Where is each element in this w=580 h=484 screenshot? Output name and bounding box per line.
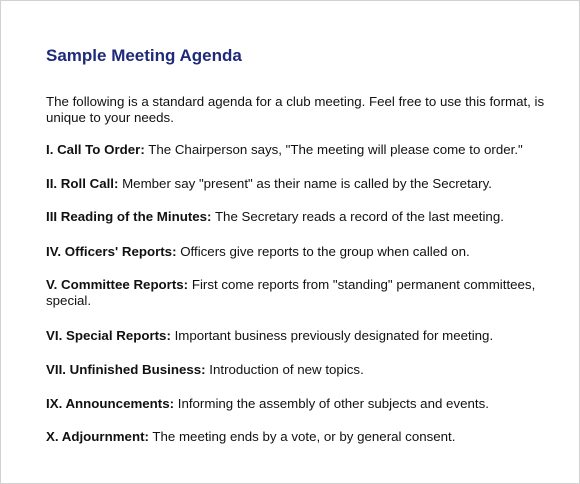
agenda-item-text: Informing the assembly of other subjects and events. <box>174 396 489 411</box>
agenda-item-term: III Reading of the Minutes: <box>46 209 212 224</box>
agenda-item-committee-reports <box>46 277 546 309</box>
agenda-item-term: I. Call To Order: <box>46 142 145 157</box>
agenda-item-text: The meeting ends by a vote, or by general consent. <box>148 429 456 444</box>
agenda-item-term: II. Roll Call: <box>46 176 119 191</box>
agenda-item-call-to-order <box>46 142 546 158</box>
agenda-item-special-reports <box>46 328 546 344</box>
agenda-item-reading-of-minutes <box>46 209 546 225</box>
agenda-item-text: Introduction of new topics. <box>205 362 364 377</box>
agenda-item-unfinished-business <box>46 362 546 378</box>
agenda-item-term: VI. Special Reports: <box>46 328 171 343</box>
agenda-item-term: X. Adjournment: <box>46 429 149 444</box>
agenda-item-adjournment <box>46 429 546 445</box>
agenda-item-term: V. Committee Reports: <box>46 277 189 292</box>
agenda-item-term: IX. Announcements: <box>46 396 175 411</box>
page-title: Sample Meeting Agenda <box>46 46 242 65</box>
agenda-item-text: Member say "present" as their name is called by the Secretary. <box>118 176 492 191</box>
agenda-item-text: Important business previously designated for meeting. <box>170 328 494 343</box>
intro-paragraph: The following is a standard agenda for a club meeting. Feel free to use this format, is unique to your needs. <box>46 94 545 125</box>
agenda-item-term: IV. Officers' Reports: <box>46 244 177 259</box>
agenda-item-text: The Secretary reads a record of the last meeting. <box>211 209 504 224</box>
agenda-item-officers-reports <box>46 244 546 260</box>
agenda-item-announcements <box>46 396 546 412</box>
agenda-item-text: The Chairperson says, "The meeting will please come to order." <box>144 142 523 157</box>
agenda-item-text: Officers give reports to the group when called on. <box>176 244 470 259</box>
agenda-item-roll-call <box>46 176 546 192</box>
agenda-item-text: First come reports from "standing" permanent committees, special. <box>46 277 536 308</box>
agenda-item-term: VII. Unfinished Business: <box>46 362 206 377</box>
